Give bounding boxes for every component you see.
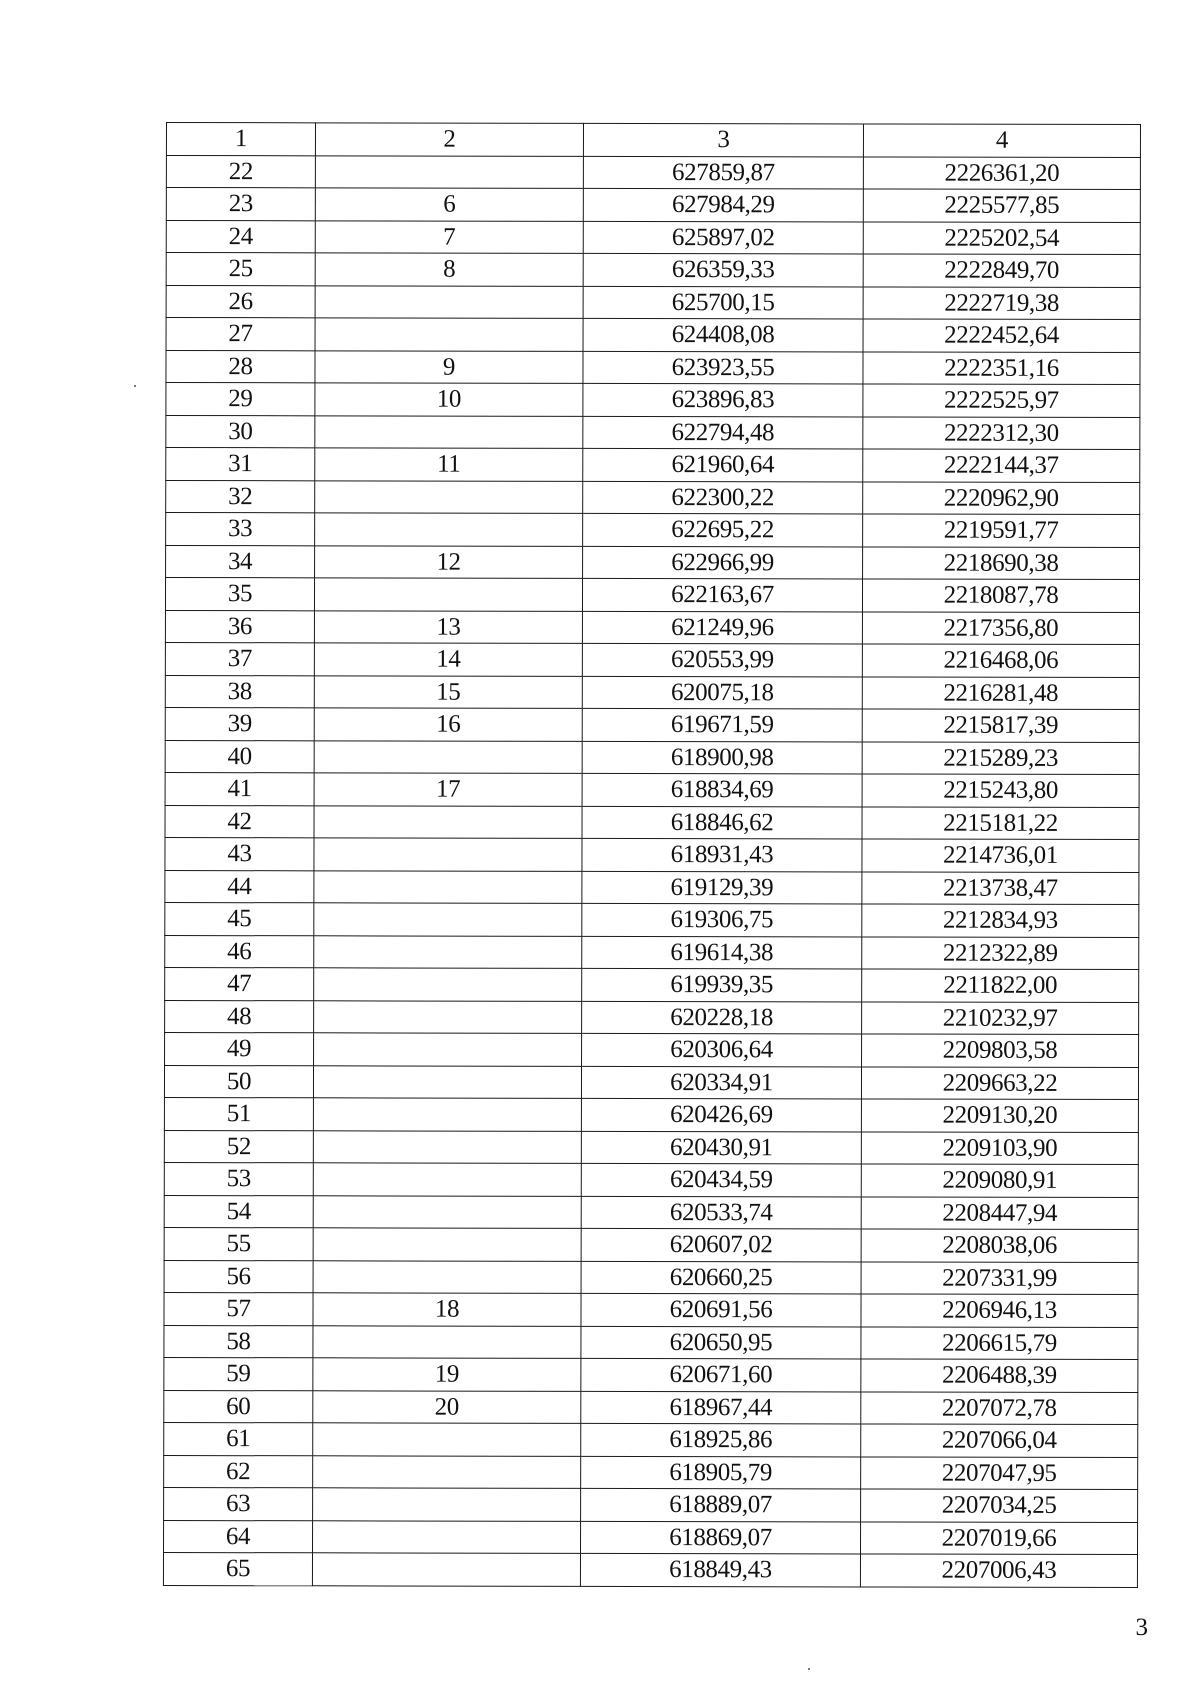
- marker-number-cell: [314, 838, 582, 871]
- point-number-cell: 55: [164, 1227, 313, 1260]
- coordinate-x-cell: 620607,02: [581, 1228, 861, 1261]
- coordinate-y-cell: 2206615,79: [861, 1326, 1138, 1359]
- marker-number-cell: [314, 870, 582, 903]
- coordinate-y-cell: 2209803,58: [862, 1034, 1139, 1067]
- marker-number-cell: [314, 935, 582, 968]
- coordinate-x-cell: 627859,87: [583, 156, 863, 189]
- coordinate-x-cell: 618905,79: [581, 1456, 861, 1489]
- table-row: [166, 513, 1140, 548]
- table-row: [165, 1000, 1139, 1035]
- marker-number-cell: 16: [314, 708, 582, 741]
- marker-number-cell: 12: [315, 545, 583, 578]
- table-row: [164, 1520, 1138, 1555]
- coordinate-y-cell: 2207072,78: [861, 1391, 1138, 1424]
- table-row: [165, 610, 1139, 645]
- table-header-row: [166, 123, 1140, 158]
- coordinate-x-cell: 619614,38: [582, 936, 862, 969]
- coordinate-y-cell: 2222849,70: [863, 254, 1140, 287]
- coordinate-x-cell: 622794,48: [583, 416, 863, 449]
- table-row: [164, 1260, 1138, 1295]
- coordinate-x-cell: 622163,67: [582, 578, 862, 611]
- coordinate-y-cell: 2215181,22: [862, 806, 1139, 839]
- table-row: [164, 1487, 1138, 1522]
- table-row: [166, 383, 1140, 418]
- point-number-cell: 56: [164, 1260, 313, 1293]
- table-row: [164, 1227, 1138, 1262]
- coordinate-y-cell: 2212834,93: [862, 904, 1139, 937]
- marker-number-cell: [315, 155, 583, 188]
- marker-number-cell: 10: [315, 383, 583, 416]
- point-number-cell: 40: [165, 740, 314, 773]
- coordinate-x-cell: 619939,35: [582, 968, 862, 1001]
- table-row: [165, 902, 1139, 937]
- marker-number-cell: 15: [314, 675, 582, 708]
- point-number-cell: 31: [166, 448, 315, 481]
- coordinate-x-cell: 620671,60: [581, 1358, 861, 1391]
- coordinate-y-cell: 2207047,95: [861, 1456, 1138, 1489]
- marker-number-cell: [315, 415, 583, 448]
- table-row: [164, 1422, 1138, 1457]
- column-header: 2: [315, 123, 583, 156]
- coordinate-x-cell: 621249,96: [582, 611, 862, 644]
- coordinate-y-cell: 2213738,47: [862, 871, 1139, 904]
- point-number-cell: 24: [166, 220, 315, 253]
- point-number-cell: 46: [165, 935, 314, 968]
- coordinate-y-cell: 2207034,25: [861, 1489, 1138, 1522]
- point-number-cell: 59: [164, 1357, 313, 1390]
- marker-number-cell: [312, 1553, 580, 1586]
- marker-number-cell: 7: [315, 220, 583, 253]
- coordinate-x-cell: 623923,55: [583, 351, 863, 384]
- coordinate-y-cell: 2219591,77: [863, 514, 1140, 547]
- marker-number-cell: 18: [313, 1293, 581, 1326]
- point-number-cell: 25: [166, 253, 315, 286]
- point-number-cell: 50: [164, 1065, 313, 1098]
- coordinate-x-cell: 619129,39: [582, 871, 862, 904]
- coordinate-x-cell: 620334,91: [581, 1066, 861, 1099]
- coordinate-y-cell: 2222719,38: [863, 286, 1140, 319]
- coordinate-y-cell: 2226361,20: [863, 156, 1140, 189]
- table-row: [164, 1292, 1138, 1327]
- point-number-cell: 47: [165, 967, 314, 1000]
- marker-number-cell: [315, 480, 583, 513]
- coordinate-x-cell: 619671,59: [582, 708, 862, 741]
- table-row: [164, 1097, 1138, 1132]
- point-number-cell: 62: [164, 1455, 313, 1488]
- point-number-cell: 34: [166, 545, 315, 578]
- marker-number-cell: [313, 1423, 581, 1456]
- point-number-cell: 41: [165, 772, 314, 805]
- coordinate-x-cell: 620426,69: [581, 1098, 861, 1131]
- marker-number-cell: [313, 1195, 581, 1228]
- scan-speck: [134, 385, 136, 387]
- coordinate-y-cell: 2215817,39: [862, 709, 1139, 742]
- marker-number-cell: 19: [313, 1358, 581, 1391]
- coordinate-x-cell: 618849,43: [580, 1553, 860, 1586]
- coordinate-x-cell: 620691,56: [581, 1293, 861, 1326]
- point-number-cell: 53: [164, 1162, 313, 1195]
- point-number-cell: 64: [164, 1520, 313, 1553]
- column-header: 1: [166, 123, 315, 156]
- coordinate-y-cell: 2209080,91: [861, 1164, 1138, 1197]
- table-row: [166, 155, 1140, 190]
- point-number-cell: 38: [165, 675, 314, 708]
- coordinate-y-cell: 2216468,06: [862, 644, 1139, 677]
- coordinate-y-cell: 2222525,97: [863, 384, 1140, 417]
- coordinate-x-cell: 620553,99: [582, 643, 862, 676]
- marker-number-cell: 9: [315, 350, 583, 383]
- coordinate-x-cell: 627984,29: [583, 188, 863, 221]
- coordinate-y-cell: 2206946,13: [861, 1294, 1138, 1327]
- point-number-cell: 28: [166, 350, 315, 383]
- point-number-cell: 58: [164, 1325, 313, 1358]
- table-row: [164, 1162, 1138, 1197]
- coordinate-x-cell: 620660,25: [581, 1261, 861, 1294]
- coordinate-x-cell: 618869,07: [581, 1521, 861, 1554]
- table-row: [165, 967, 1139, 1002]
- point-number-cell: 60: [164, 1390, 313, 1423]
- marker-number-cell: [313, 1228, 581, 1261]
- marker-number-cell: [313, 1520, 581, 1553]
- table-row: [166, 188, 1140, 223]
- point-number-cell: 61: [164, 1422, 313, 1455]
- coordinate-y-cell: 2212322,89: [862, 936, 1139, 969]
- table-row: [165, 707, 1139, 742]
- point-number-cell: 39: [165, 707, 314, 740]
- point-number-cell: 42: [165, 805, 314, 838]
- table-row: [164, 1455, 1138, 1490]
- coordinate-y-cell: 2208038,06: [861, 1229, 1138, 1262]
- coordinate-y-cell: 2209130,20: [861, 1099, 1138, 1132]
- marker-number-cell: [313, 1163, 581, 1196]
- point-number-cell: 23: [166, 188, 315, 221]
- marker-number-cell: [314, 578, 582, 611]
- marker-number-cell: [313, 1065, 581, 1098]
- coordinate-x-cell: 625700,15: [583, 286, 863, 319]
- coordinate-x-cell: 623896,83: [583, 383, 863, 416]
- coordinate-x-cell: 620434,59: [581, 1163, 861, 1196]
- table-row: [165, 935, 1139, 970]
- point-number-cell: 37: [165, 642, 314, 675]
- marker-number-cell: 8: [315, 253, 583, 286]
- point-number-cell: 45: [165, 902, 314, 935]
- coordinate-y-cell: 2218087,78: [862, 579, 1139, 612]
- marker-number-cell: [313, 1260, 581, 1293]
- coordinate-y-cell: 2218690,38: [863, 546, 1140, 579]
- point-number-cell: 44: [165, 870, 314, 903]
- coordinate-y-cell: 2216281,48: [862, 676, 1139, 709]
- marker-number-cell: 6: [315, 188, 583, 221]
- table-row: [164, 1065, 1138, 1100]
- coordinate-x-cell: 622966,99: [583, 546, 863, 579]
- coordinate-y-cell: 2209103,90: [861, 1131, 1138, 1164]
- coordinate-x-cell: 618967,44: [581, 1391, 861, 1424]
- marker-number-cell: [314, 805, 582, 838]
- coordinates-table-container: [166, 122, 1140, 1586]
- marker-number-cell: 13: [314, 610, 582, 643]
- marker-number-cell: [313, 1325, 581, 1358]
- table-row: [166, 350, 1140, 385]
- point-number-cell: 32: [166, 480, 315, 513]
- point-number-cell: 65: [163, 1552, 312, 1585]
- point-number-cell: 63: [164, 1487, 313, 1520]
- coordinate-x-cell: 622300,22: [583, 481, 863, 514]
- table-row: [166, 318, 1140, 353]
- coordinate-y-cell: 2222351,16: [863, 351, 1140, 384]
- table-row: [166, 448, 1140, 483]
- coordinate-y-cell: 2214736,01: [862, 839, 1139, 872]
- table-row: [166, 253, 1140, 288]
- marker-number-cell: [315, 318, 583, 351]
- table-row: [164, 1130, 1138, 1165]
- coordinate-y-cell: 2222312,30: [863, 416, 1140, 449]
- coordinate-x-cell: 618931,43: [582, 838, 862, 871]
- coordinate-y-cell: 2222452,64: [863, 319, 1140, 352]
- coordinate-y-cell: 2206488,39: [861, 1359, 1138, 1392]
- marker-number-cell: [314, 1000, 582, 1033]
- table-row: [166, 415, 1140, 450]
- coordinate-x-cell: 620650,95: [581, 1326, 861, 1359]
- marker-number-cell: [313, 1488, 581, 1521]
- coordinate-y-cell: 2215243,80: [862, 774, 1139, 807]
- page-number: 3: [1135, 1614, 1148, 1641]
- marker-number-cell: [313, 1455, 581, 1488]
- coordinate-y-cell: 2208447,94: [861, 1196, 1138, 1229]
- table-row: [165, 805, 1139, 840]
- marker-number-cell: [314, 740, 582, 773]
- marker-number-cell: [314, 903, 582, 936]
- coordinate-y-cell: 2211822,00: [862, 969, 1139, 1002]
- coordinate-x-cell: 618900,98: [582, 741, 862, 774]
- table-row: [164, 1195, 1138, 1230]
- coordinate-x-cell: 621960,64: [583, 448, 863, 481]
- coordinate-x-cell: 622695,22: [583, 513, 863, 546]
- marker-number-cell: 14: [314, 643, 582, 676]
- point-number-cell: 54: [164, 1195, 313, 1228]
- point-number-cell: 51: [164, 1097, 313, 1130]
- coordinate-x-cell: 620228,18: [582, 1001, 862, 1034]
- point-number-cell: 30: [166, 415, 315, 448]
- table-row: [165, 870, 1139, 905]
- point-number-cell: 43: [165, 837, 314, 870]
- coordinate-y-cell: 2215289,23: [862, 741, 1139, 774]
- point-number-cell: 35: [165, 578, 314, 611]
- coordinate-x-cell: 619306,75: [582, 903, 862, 936]
- coordinate-y-cell: 2207331,99: [861, 1261, 1138, 1294]
- point-number-cell: 33: [166, 513, 315, 546]
- point-number-cell: 26: [166, 285, 315, 318]
- point-number-cell: 27: [166, 318, 315, 351]
- point-number-cell: 57: [164, 1292, 313, 1325]
- table-row: [165, 1032, 1139, 1067]
- point-number-cell: 49: [165, 1032, 314, 1065]
- coordinate-y-cell: 2225202,54: [863, 221, 1140, 254]
- coordinate-x-cell: 624408,08: [583, 318, 863, 351]
- marker-number-cell: [315, 285, 583, 318]
- marker-number-cell: [314, 1033, 582, 1066]
- point-number-cell: 48: [165, 1000, 314, 1033]
- coordinate-y-cell: 2217356,80: [862, 611, 1139, 644]
- marker-number-cell: [314, 968, 582, 1001]
- marker-number-cell: [313, 1098, 581, 1131]
- marker-number-cell: 11: [315, 448, 583, 481]
- coordinates-table: [163, 122, 1141, 1588]
- table-row: [165, 837, 1139, 872]
- table-row: [165, 642, 1139, 677]
- coordinate-y-cell: 2207066,04: [861, 1424, 1138, 1457]
- coordinate-y-cell: 2210232,97: [862, 1001, 1139, 1034]
- coordinate-x-cell: 618834,69: [582, 773, 862, 806]
- point-number-cell: 52: [164, 1130, 313, 1163]
- column-header: 3: [583, 123, 863, 156]
- coordinate-y-cell: 2225577,85: [863, 189, 1140, 222]
- table-row: [165, 675, 1139, 710]
- table-row: [166, 545, 1140, 580]
- table-row: [163, 1552, 1137, 1587]
- table-row: [164, 1357, 1138, 1392]
- table-row: [166, 285, 1140, 320]
- table-row: [166, 480, 1140, 515]
- coordinate-x-cell: 620075,18: [582, 676, 862, 709]
- coordinate-y-cell: 2220962,90: [863, 481, 1140, 514]
- coordinate-x-cell: 618925,86: [581, 1423, 861, 1456]
- coordinate-y-cell: 2207006,43: [860, 1554, 1137, 1587]
- table-row: [164, 1325, 1138, 1360]
- coordinate-x-cell: 620306,64: [582, 1033, 862, 1066]
- column-header: 4: [863, 124, 1140, 157]
- coordinate-y-cell: 2207019,66: [861, 1521, 1138, 1554]
- marker-number-cell: 17: [314, 773, 582, 806]
- coordinate-y-cell: 2209663,22: [861, 1066, 1138, 1099]
- coordinate-x-cell: 620533,74: [581, 1196, 861, 1229]
- point-number-cell: 36: [165, 610, 314, 643]
- coordinate-x-cell: 625897,02: [583, 221, 863, 254]
- coordinate-x-cell: 618889,07: [581, 1488, 861, 1521]
- marker-number-cell: 20: [313, 1390, 581, 1423]
- table-row: [165, 740, 1139, 775]
- coordinate-x-cell: 618846,62: [582, 806, 862, 839]
- marker-number-cell: [313, 1130, 581, 1163]
- coordinate-x-cell: 626359,33: [583, 253, 863, 286]
- table-row: [164, 1390, 1138, 1425]
- table-row: [165, 772, 1139, 807]
- table-row: [166, 220, 1140, 255]
- point-number-cell: 22: [166, 155, 315, 188]
- point-number-cell: 29: [166, 383, 315, 416]
- coordinate-y-cell: 2222144,37: [863, 449, 1140, 482]
- marker-number-cell: [315, 513, 583, 546]
- coordinate-x-cell: 620430,91: [581, 1131, 861, 1164]
- table-row: [165, 578, 1139, 613]
- scan-speck: [808, 1668, 810, 1670]
